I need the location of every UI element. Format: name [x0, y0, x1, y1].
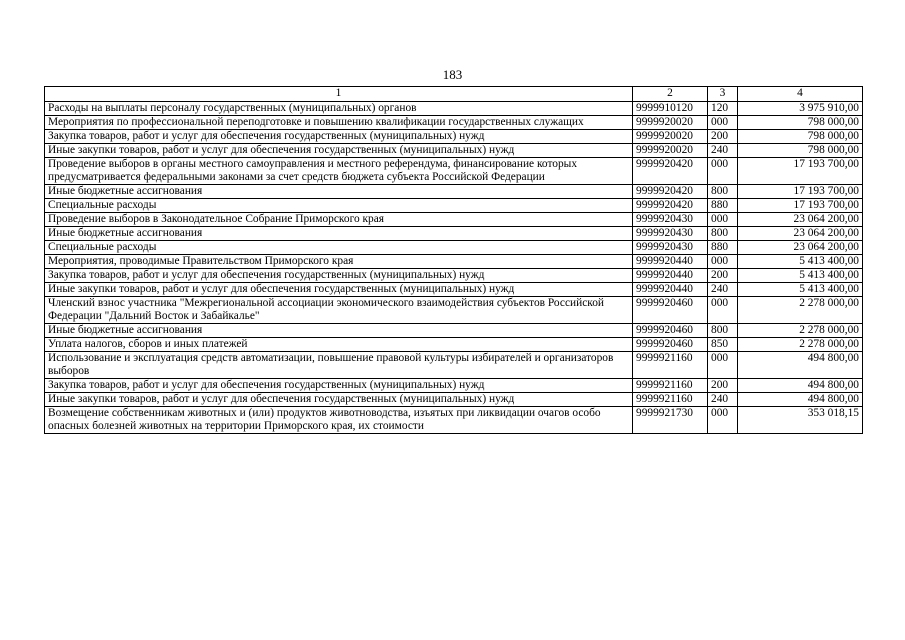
table-row [45, 227, 863, 241]
budget-table [44, 86, 863, 434]
row-amount-cell: 23 064 200,00 [738, 241, 863, 255]
row-amount-cell: 23 064 200,00 [738, 213, 863, 227]
row-code-cell: 9999920430 [633, 227, 708, 241]
table-row [45, 102, 863, 116]
row-code-cell: 9999920440 [633, 269, 708, 283]
row-name-cell: Возмещение собственникам животных и (или) продуктов животноводства, изъятых при ликвидации очагов особо опасных болезней животных на территории Приморского края, их стоимости [45, 407, 633, 434]
row-type-cell: 800 [708, 185, 738, 199]
row-code-cell: 9999920430 [633, 241, 708, 255]
table-row [45, 338, 863, 352]
row-code-cell: 9999920460 [633, 324, 708, 338]
table-row [45, 144, 863, 158]
column-header-code: 2 [633, 87, 708, 102]
table-row [45, 352, 863, 379]
row-amount-cell: 2 278 000,00 [738, 297, 863, 324]
row-amount-cell: 494 800,00 [738, 352, 863, 379]
row-code-cell: 9999920430 [633, 213, 708, 227]
row-type-cell: 200 [708, 379, 738, 393]
row-name-cell: Закупка товаров, работ и услуг для обеспечения государственных (муниципальных) нужд [45, 269, 633, 283]
row-name-cell: Специальные расходы [45, 199, 633, 213]
row-code-cell: 9999920020 [633, 116, 708, 130]
column-header-amount: 4 [738, 87, 863, 102]
table-row [45, 324, 863, 338]
row-name-cell: Проведение выборов в Законодательное Собрание Приморского края [45, 213, 633, 227]
row-code-cell: 9999910120 [633, 102, 708, 116]
row-code-cell: 9999920420 [633, 199, 708, 213]
row-amount-cell: 798 000,00 [738, 116, 863, 130]
row-type-cell: 800 [708, 324, 738, 338]
row-code-cell: 9999920020 [633, 130, 708, 144]
table-row [45, 297, 863, 324]
row-name-cell: Закупка товаров, работ и услуг для обеспечения государственных (муниципальных) нужд [45, 130, 633, 144]
row-code-cell: 9999921730 [633, 407, 708, 434]
table-row [45, 407, 863, 434]
row-amount-cell: 353 018,15 [738, 407, 863, 434]
table-row [45, 158, 863, 185]
row-code-cell: 9999920440 [633, 255, 708, 269]
row-code-cell: 9999920420 [633, 185, 708, 199]
table-row [45, 241, 863, 255]
row-name-cell: Членский взнос участника "Межрегиональной ассоциации экономического взаимодействия субъектов Российской Федерации "Дальний Восток и Забайкалье" [45, 297, 633, 324]
row-type-cell: 000 [708, 352, 738, 379]
row-type-cell: 850 [708, 338, 738, 352]
row-code-cell: 9999920440 [633, 283, 708, 297]
row-type-cell: 000 [708, 116, 738, 130]
row-amount-cell: 494 800,00 [738, 393, 863, 407]
table-row [45, 199, 863, 213]
table-row [45, 130, 863, 144]
row-type-cell: 000 [708, 255, 738, 269]
row-name-cell: Иные закупки товаров, работ и услуг для обеспечения государственных (муниципальных) нужд [45, 393, 633, 407]
row-name-cell: Иные бюджетные ассигнования [45, 324, 633, 338]
row-name-cell: Проведение выборов в органы местного самоуправления и местного референдума, финансирование которых предусматривается федеральными законами за счет средств бюджета субъекта Российской Федерации [45, 158, 633, 185]
row-type-cell: 000 [708, 158, 738, 185]
row-type-cell: 200 [708, 130, 738, 144]
row-name-cell: Закупка товаров, работ и услуг для обеспечения государственных (муниципальных) нужд [45, 379, 633, 393]
row-type-cell: 000 [708, 407, 738, 434]
row-amount-cell: 5 413 400,00 [738, 255, 863, 269]
column-header-name: 1 [45, 87, 633, 102]
row-type-cell: 120 [708, 102, 738, 116]
table-row [45, 269, 863, 283]
row-name-cell: Мероприятия, проводимые Правительством Приморского края [45, 255, 633, 269]
table-body [45, 102, 863, 434]
table-row [45, 116, 863, 130]
row-amount-cell: 17 193 700,00 [738, 199, 863, 213]
table-row [45, 185, 863, 199]
row-amount-cell: 17 193 700,00 [738, 158, 863, 185]
row-name-cell: Иные закупки товаров, работ и услуг для обеспечения государственных (муниципальных) нужд [45, 283, 633, 297]
row-name-cell: Уплата налогов, сборов и иных платежей [45, 338, 633, 352]
row-name-cell: Расходы на выплаты персоналу государственных (муниципальных) органов [45, 102, 633, 116]
row-amount-cell: 494 800,00 [738, 379, 863, 393]
row-amount-cell: 2 278 000,00 [738, 324, 863, 338]
row-type-cell: 000 [708, 213, 738, 227]
row-type-cell: 880 [708, 199, 738, 213]
row-name-cell: Иные бюджетные ассигнования [45, 185, 633, 199]
row-name-cell: Мероприятия по профессиональной переподготовке и повышению квалификации государственных служащих [45, 116, 633, 130]
page-number: 183 [442, 67, 463, 82]
row-name-cell: Специальные расходы [45, 241, 633, 255]
row-name-cell: Иные закупки товаров, работ и услуг для обеспечения государственных (муниципальных) нужд [45, 144, 633, 158]
row-name-cell: Использование и эксплуатация средств автоматизации, повышение правовой культуры избирателей и организаторов выборов [45, 352, 633, 379]
row-amount-cell: 5 413 400,00 [738, 283, 863, 297]
table-row [45, 255, 863, 269]
row-amount-cell: 5 413 400,00 [738, 269, 863, 283]
row-amount-cell: 798 000,00 [738, 130, 863, 144]
row-amount-cell: 17 193 700,00 [738, 185, 863, 199]
row-type-cell: 240 [708, 393, 738, 407]
column-header-type: 3 [708, 87, 738, 102]
row-amount-cell: 3 975 910,00 [738, 102, 863, 116]
row-type-cell: 000 [708, 297, 738, 324]
table-row [45, 393, 863, 407]
row-code-cell: 9999920420 [633, 158, 708, 185]
row-type-cell: 240 [708, 283, 738, 297]
row-code-cell: 9999920460 [633, 338, 708, 352]
row-type-cell: 880 [708, 241, 738, 255]
row-type-cell: 240 [708, 144, 738, 158]
row-type-cell: 800 [708, 227, 738, 241]
row-code-cell: 9999920020 [633, 144, 708, 158]
table-row [45, 379, 863, 393]
row-name-cell: Иные бюджетные ассигнования [45, 227, 633, 241]
row-code-cell: 9999920460 [633, 297, 708, 324]
row-code-cell: 9999921160 [633, 352, 708, 379]
row-amount-cell: 23 064 200,00 [738, 227, 863, 241]
row-amount-cell: 798 000,00 [738, 144, 863, 158]
row-amount-cell: 2 278 000,00 [738, 338, 863, 352]
row-type-cell: 200 [708, 269, 738, 283]
row-code-cell: 9999921160 [633, 379, 708, 393]
row-code-cell: 9999921160 [633, 393, 708, 407]
table-row [45, 213, 863, 227]
table-row [45, 283, 863, 297]
table-header-row [45, 87, 863, 102]
